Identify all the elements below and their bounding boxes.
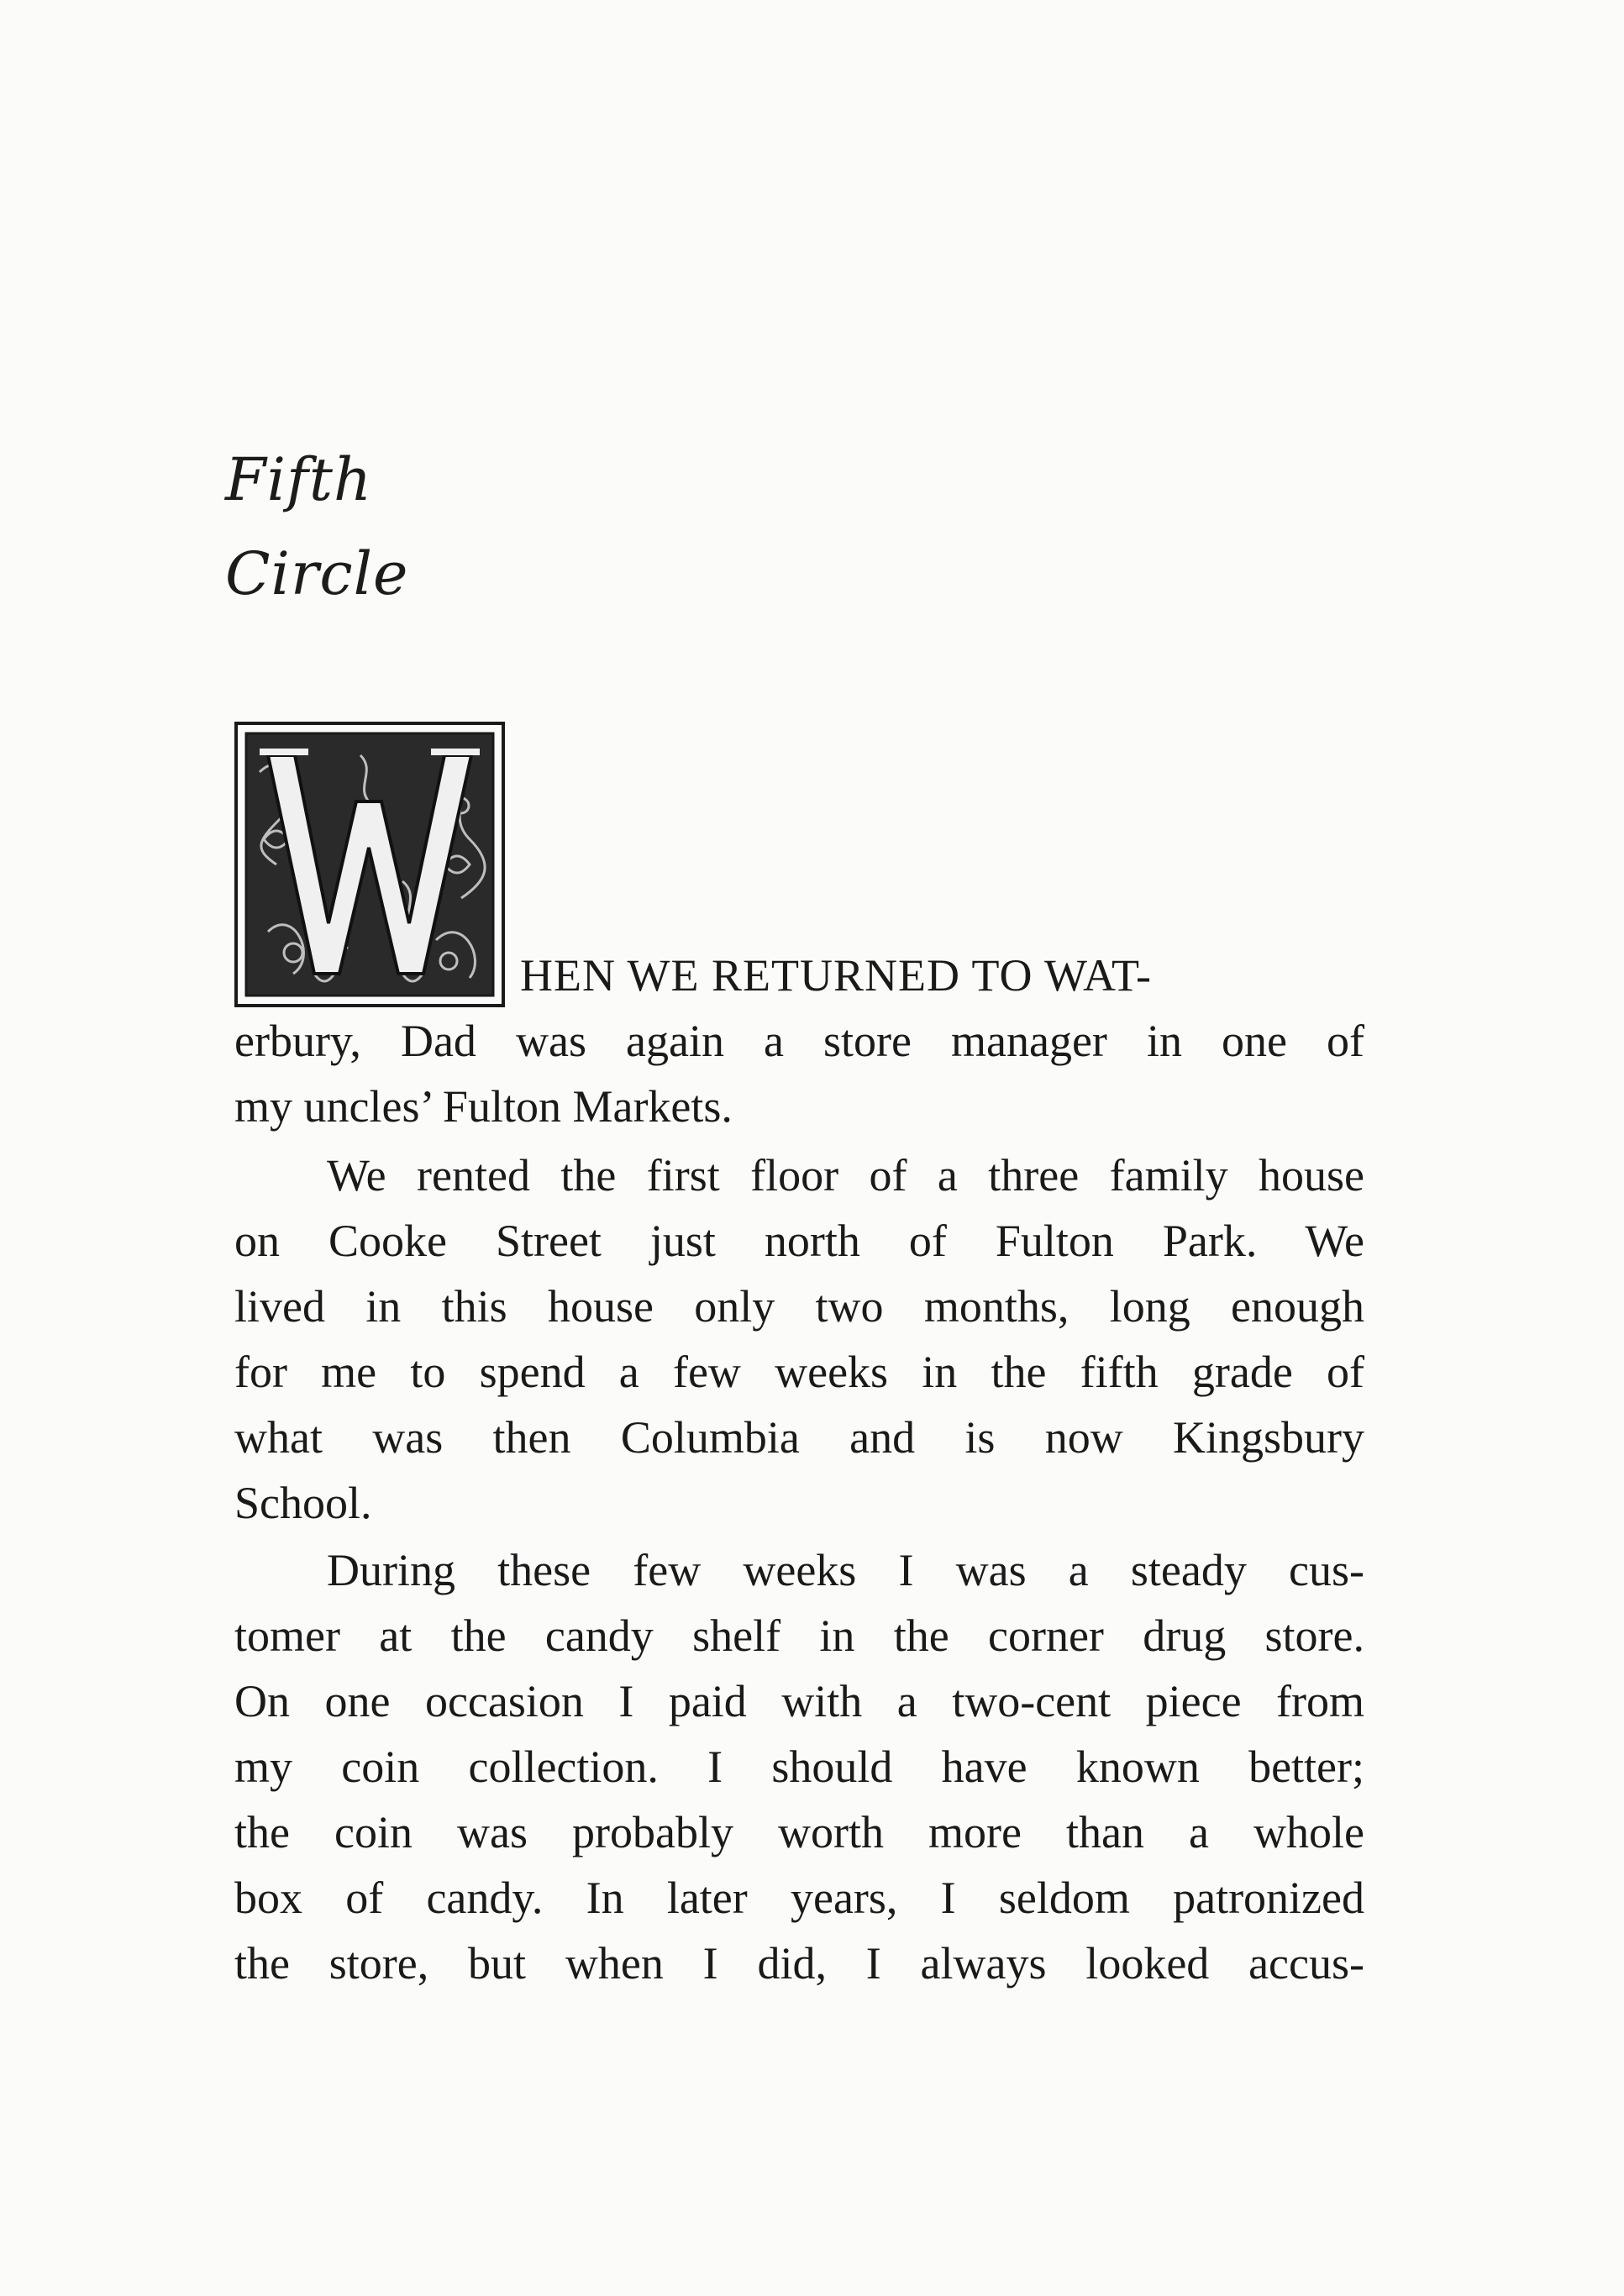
text-line: my uncles’ Fulton Markets. [234,1081,733,1132]
chapter-title-line-1: Fifth [225,445,373,514]
text-line: On one occasion I paid with a two-cent piece from [234,1676,1364,1726]
text-line: the coin was probably worth more than a whole [234,1807,1364,1857]
text-line: erbury, Dad was again a store manager in one of [234,1016,1364,1066]
text-line: for me to spend a few weeks in the fifth grade of [234,1347,1364,1397]
text-line: We rented the first floor of a three family house [327,1150,1364,1201]
text-line: the store, but when I did, I always looked accus- [234,1938,1364,1989]
text-line: on Cooke Street just north of Fulton Park. We [234,1216,1364,1266]
text-line: During these few weeks I was a steady cus- [327,1545,1364,1595]
text-line: box of candy. In later years, I seldom patronized [234,1873,1364,1923]
text-line: my coin collection. I should have known better; [234,1742,1364,1792]
text-line: HEN WE RETURNED TO WAT- [520,950,1152,1001]
text-line: what was then Columbia and is now Kingsbury [234,1412,1364,1463]
chapter-title-line-2: Circle [225,539,409,608]
paragraph-1 [234,1008,1364,1139]
paragraph-1-opening [234,943,1364,1008]
text-line: tomer at the candy shelf in the corner drug store. [234,1610,1364,1661]
chapter-heading [225,433,897,621]
paragraph-2 [234,1143,1364,1536]
paragraph-3 [234,1537,1364,1996]
text-line: School. [234,1478,372,1528]
text-line: lived in this house only two months, long enough [234,1281,1364,1332]
